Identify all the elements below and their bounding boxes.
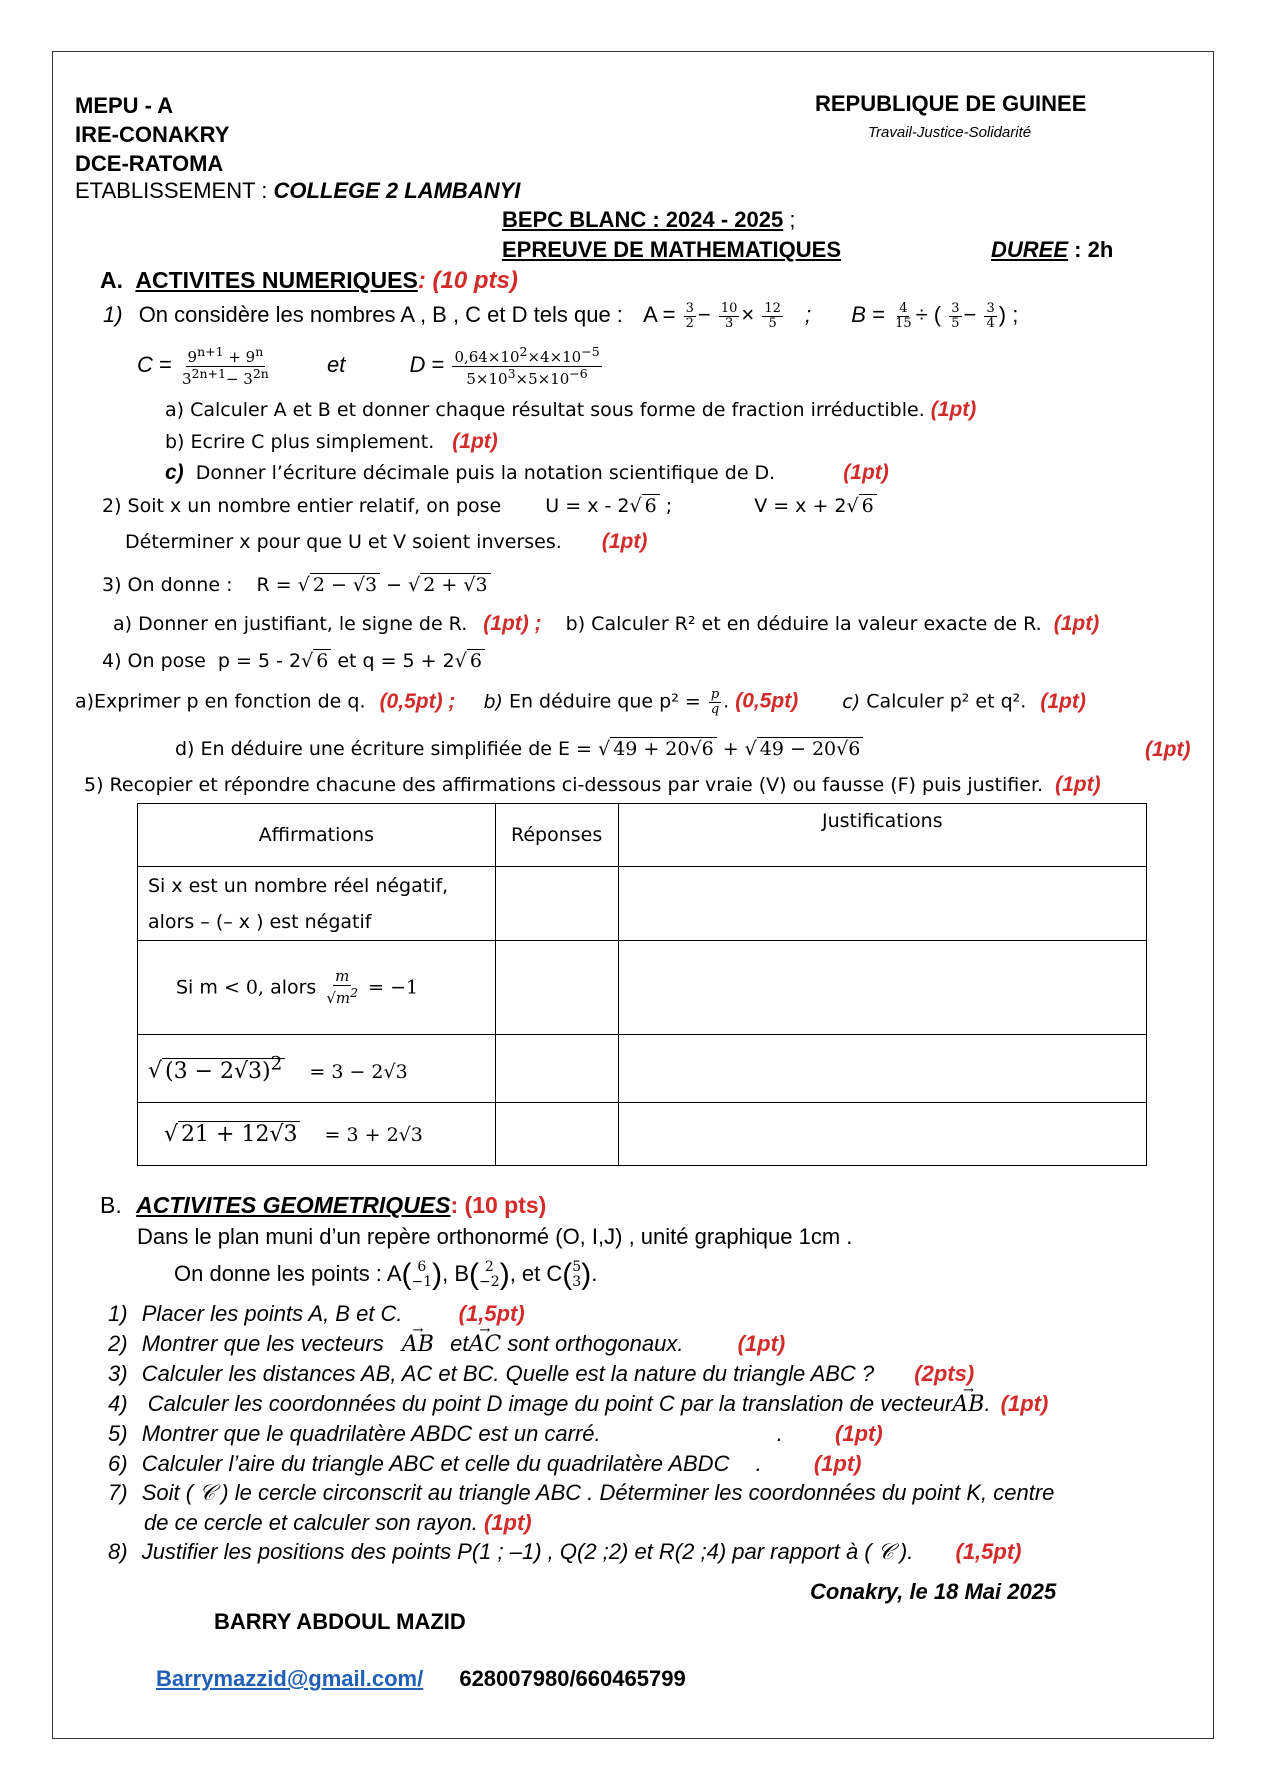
exam-title: BEPC BLANC : 2024 - 2025 bbox=[502, 207, 784, 232]
q3-a-text: a) Donner en justifiant, le signe de R. bbox=[113, 613, 468, 635]
contact-line bbox=[156, 1666, 686, 1692]
affirmations-table bbox=[137, 803, 1147, 1166]
section-a-letter: A. bbox=[100, 267, 123, 293]
b-item-7-cont: de ce cercle et calculer son rayon. (1pt) bbox=[144, 1509, 532, 1535]
header-reponses: Réponses bbox=[495, 804, 618, 867]
place-date: Conakry, le 18 Mai 2025 bbox=[810, 1579, 1057, 1604]
q4-d-points: (1pt) bbox=[1145, 738, 1191, 761]
affirmation-4: √ 21 + 12√3 = 3 + 2√3 bbox=[138, 1103, 496, 1166]
q4-b-text: En déduire que p² = bbox=[508, 690, 701, 713]
expr-c: C = $\frac{9^{n+1} + 9^n}{3^{2n+1}- 3^{2n}}$ bbox=[137, 344, 269, 388]
q1-intro: On considère les nombres A , B , C et D tels que : bbox=[138, 302, 623, 327]
q5-points: (1pt) bbox=[1055, 773, 1101, 796]
justification-cell[interactable] bbox=[618, 1103, 1146, 1166]
b-item-6: 6) Calculer l’aire du triangle ABC et celle du quadrilatère ABDC . (1pt) bbox=[108, 1450, 862, 1476]
answer-cell[interactable] bbox=[495, 1035, 618, 1103]
q1-intro-line: 1) On considère les nombres A , B , C et D tels que : A = $\frac{3}{2}$ − $\frac{10}{3}$ × $\frac{12}{5}$ ; B = $\frac{4}{15}$ ÷ ( $\frac{3}{5}$ − $\frac{3}{4}$ ) ; bbox=[103, 301, 1019, 331]
section-b-letter: B. bbox=[100, 1192, 122, 1218]
q1-expr-line2: C = $\frac{9^{n+1} + 9^n}{3^{2n+1}- 3^{2n}}$ et D = $\frac{0,64\times 10^2\times 4\times 10^{-5}}{5\times 10^3\times 5\times 10^{-6}}$ bbox=[137, 345, 604, 388]
q1-b-line bbox=[165, 430, 498, 454]
answer-cell[interactable] bbox=[495, 941, 618, 1035]
expr-a: A = $\frac{3}{2}$ − $\frac{10}{3}$ × $\frac{12}{5}$ bbox=[643, 301, 781, 331]
q1-c-text: Donner l’écriture décimale puis la notation scientifique de D. bbox=[195, 462, 776, 484]
author-name: BARRY ABDOUL MAZID bbox=[214, 1609, 466, 1634]
q1-a-text: a) Calculer A et B et donner chaque résultat sous forme de fraction irréductible. bbox=[165, 399, 925, 421]
section-a-title: ACTIVITES NUMERIQUES bbox=[135, 267, 418, 293]
etablissement-label: ETABLISSEMENT : bbox=[75, 178, 268, 203]
q4-b-points: (0,5pt) bbox=[735, 689, 799, 713]
b-item-5: 5) Montrer que le quadrilatère ABDC est un carré. . (1pt) bbox=[108, 1421, 883, 1446]
email-link[interactable]: Barrymazzid@gmail.com/ bbox=[156, 1666, 424, 1691]
q1-c-letter: c) bbox=[165, 461, 184, 484]
duree-value: : 2h bbox=[1074, 237, 1114, 262]
table-row bbox=[138, 1035, 1147, 1103]
etablissement-line bbox=[75, 178, 520, 204]
justification-cell[interactable] bbox=[618, 941, 1146, 1035]
header-affirmations: Affirmations bbox=[138, 804, 496, 867]
q3-intro: 3) On donne : bbox=[102, 574, 233, 596]
justification-cell[interactable] bbox=[618, 867, 1146, 941]
q4-c-text: Calculer p² et q². bbox=[866, 690, 1027, 713]
q1-b-points: (1pt) bbox=[452, 430, 498, 453]
table-row bbox=[138, 1103, 1147, 1166]
q2-text: 2) Soit x un nombre entier relatif, on pose bbox=[102, 495, 502, 517]
section-b-intro1: Dans le plan muni d’un repère orthonormé (O, I,J) , unité graphique 1cm . bbox=[137, 1224, 853, 1249]
q2-text2: Déterminer x pour que U et V soient inverses. bbox=[125, 531, 562, 553]
header-left-block bbox=[75, 91, 229, 178]
q4-d-text: d) En déduire une écriture simplifiée de E = bbox=[175, 738, 592, 760]
subject-title: EPREUVE DE MATHEMATIQUES bbox=[502, 237, 841, 262]
section-b-points: : (10 pts) bbox=[450, 1192, 547, 1218]
section-a-heading bbox=[100, 267, 518, 295]
q4-b-letter: b) bbox=[483, 690, 503, 713]
affirmation-3: √ $(3 - 2√3)^2 = 3 - 2√3$ bbox=[138, 1035, 496, 1103]
b-item-3: 3) Calculer les distances AB, AC et BC. Quelle est la nature du triangle ABC ? (2pts) bbox=[108, 1361, 975, 1386]
phone-number: 628007980/660465799 bbox=[459, 1666, 686, 1691]
expr-d: D = $\frac{0,64\times 10^2\times 4\times 10^{-5}}{5\times 10^3\times 5\times 10^{-6}}$ bbox=[409, 344, 600, 388]
q3-b-text: b) Calculer R² et en déduire la valeur exacte de R. bbox=[565, 613, 1042, 635]
exam-line bbox=[502, 207, 795, 233]
ire-line: IRE-CONAKRY bbox=[75, 122, 230, 147]
q3-b-points: (1pt) bbox=[1053, 612, 1100, 635]
section-b-intro2: On donne les points : A( 6 −1 ), B( 2 −2 ), et C( 5 3 ). bbox=[174, 1258, 598, 1291]
duree-label: DUREE bbox=[991, 237, 1069, 262]
q2-points: (1pt) bbox=[601, 530, 648, 553]
q3-a-points: (1pt) ; bbox=[483, 612, 542, 635]
table-row bbox=[138, 941, 1147, 1035]
section-b-items bbox=[108, 1299, 1054, 1567]
q3-line: 3) On donne : R = √ 2 − √3 − √ 2 + √3 bbox=[102, 574, 491, 596]
q1-a-line bbox=[165, 398, 976, 422]
q2-line1: 2) Soit x un nombre entier relatif, on pose U = x - 2√ 6 ; V = x + 2√ 6 bbox=[102, 495, 877, 517]
q4-intro: 4) On pose bbox=[102, 650, 206, 672]
dce-line: DCE-RATOMA bbox=[75, 151, 224, 176]
section-b-title: ACTIVITES GEOMETRIQUES bbox=[136, 1192, 451, 1218]
q4-a-text: a)Exprimer p en fonction de q. bbox=[75, 690, 366, 713]
q1-b-text: b) Ecrire C plus simplement. bbox=[165, 431, 435, 453]
q5-line bbox=[84, 773, 1101, 797]
expr-b: B = $\frac{4}{15}$ ÷ ( $\frac{3}{5}$ − $\frac{3}{4}$ ) ; bbox=[851, 301, 1019, 331]
affirmation-1: Si x est un nombre réel négatif, alors – (– x ) est négatif bbox=[138, 867, 496, 941]
b-item-7: 7) Soit ( 𝒞 ) le cercle circonscrit au triangle ABC . Déterminer les coordonnées du point K, centre bbox=[108, 1480, 1055, 1505]
q1-c-points: (1pt) bbox=[843, 461, 889, 484]
section-b-heading bbox=[100, 1192, 546, 1219]
table-header-row bbox=[138, 804, 1147, 867]
republic-title: REPUBLIQUE DE GUINEE bbox=[815, 91, 1087, 116]
section-a-points: : (10 pts) bbox=[417, 267, 518, 294]
motto: Travail-Justice-Solidarité bbox=[868, 124, 1032, 141]
q1-a-points: (1pt) bbox=[930, 398, 977, 421]
q4-abc-line: a)Exprimer p en fonction de q. (0,5pt) ; b) En déduire que p² = $\frac{p}{q}$ . (0,5pt) c) Calculer p² et q². (1pt) bbox=[75, 687, 1086, 717]
duree-line bbox=[991, 237, 1113, 263]
exam-suffix: ; bbox=[789, 207, 796, 232]
q4-line: 4) On pose p = 5 - 2√ 6 et q = 5 + 2√ 6 bbox=[102, 650, 485, 672]
q4-a-points: (0,5pt) ; bbox=[379, 689, 456, 713]
q3-ab-line bbox=[113, 612, 1099, 636]
q2-line2 bbox=[125, 530, 647, 554]
q4-d-line: d) En déduire une écriture simplifiée de E = √ 49 + 20√6 + √ 49 − 20√6 bbox=[175, 738, 863, 760]
b-item-2: 2) Montrer que les vecteurs → AB et→ AC sont orthogonaux. (1pt) bbox=[108, 1329, 1054, 1360]
answer-cell[interactable] bbox=[495, 1103, 618, 1166]
q4-c-letter: c) bbox=[842, 690, 861, 713]
header-justifications: Justifications bbox=[618, 804, 1146, 867]
etablissement-name: COLLEGE 2 LAMBANYI bbox=[273, 178, 521, 203]
answer-cell[interactable] bbox=[495, 867, 618, 941]
table-row bbox=[138, 867, 1147, 941]
b-item-1: 1) Placer les points A, B et C. (1,5pt) bbox=[108, 1301, 525, 1326]
affirmation-2: Si m < 0, alors $\frac{m}{√m^2}$ = −1 bbox=[138, 941, 496, 1035]
q1-c-line bbox=[165, 461, 889, 485]
q5-text: 5) Recopier et répondre chacune des affirmations ci-dessous par vraie (V) ou fausse (F) puis justifier. bbox=[84, 774, 1044, 796]
b-item-4: 4) Calculer les coordonnées du point D image du point C par la translation de vecteur→ AB. (1pt) bbox=[108, 1389, 1054, 1420]
b-item-8: 8) Justifier les positions des points P(1 ; –1) , Q(2 ;2) et R(2 ;4) par rapport à ( 𝒞 ). (1,5pt) bbox=[108, 1539, 1022, 1564]
q4-c-points: (1pt) bbox=[1040, 689, 1086, 713]
justification-cell[interactable] bbox=[618, 1035, 1146, 1103]
ministry-line: MEPU - A bbox=[75, 93, 174, 118]
